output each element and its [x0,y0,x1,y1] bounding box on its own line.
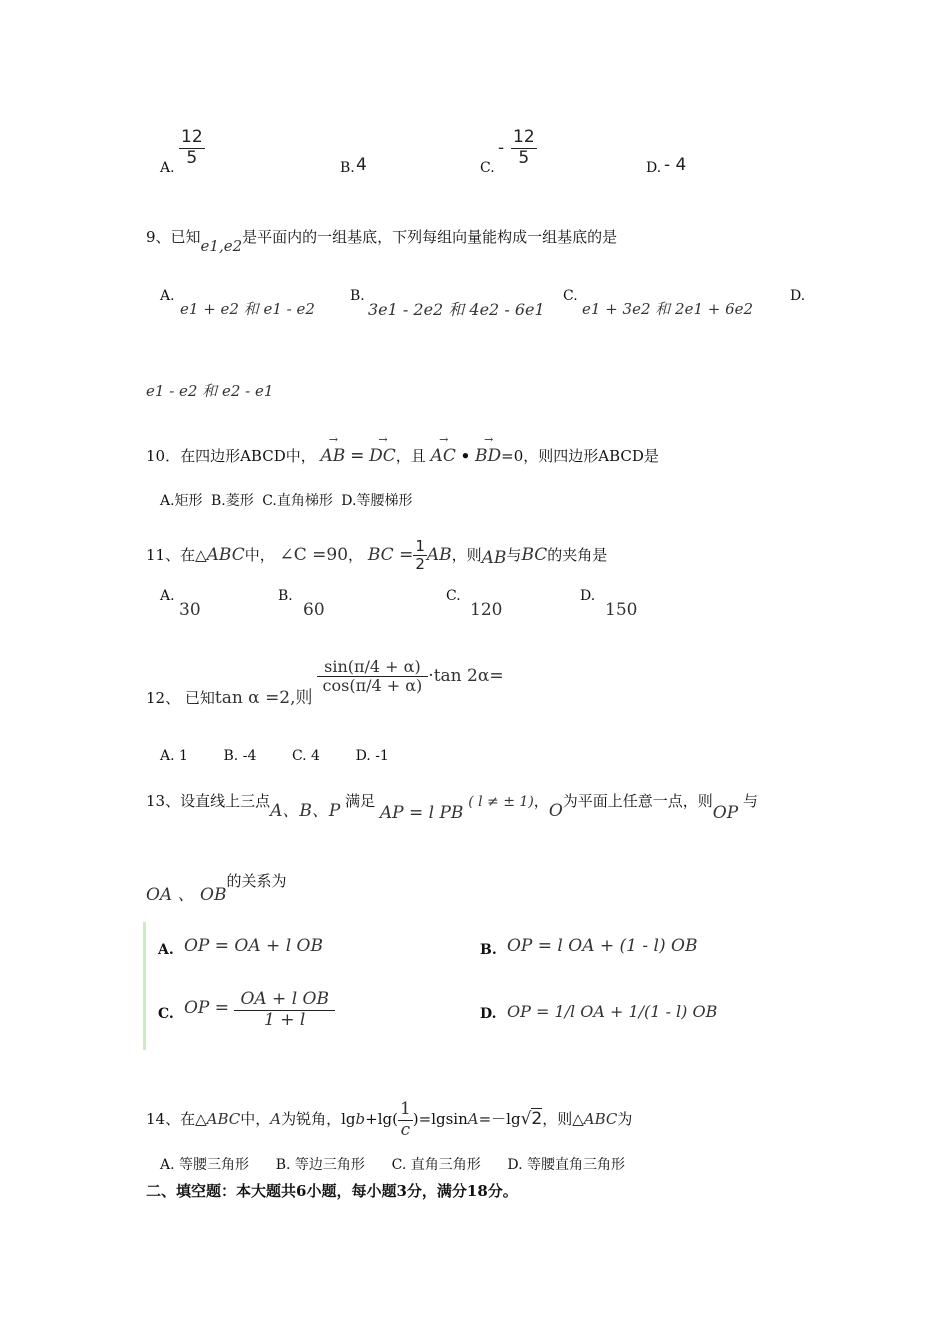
q14-a2: A [467,1110,479,1129]
q10-equals: = [350,446,365,466]
q11-stem [146,538,607,574]
q14-stem [146,1100,632,1140]
q12-tan: tan α =2,则 [214,687,313,708]
q14-b: b [355,1110,366,1129]
q13-stem: 13、设直线上三点A、B、P 满足 AP = l PB ( l ≠ ± 1)，O为平面上任意一点，则OP 与 [146,792,758,823]
q10-stem [146,445,659,466]
q11-ze: ，则 [451,545,482,564]
q14-abc: ABC [206,1110,241,1129]
q8-a-denominator: 5 [186,147,198,168]
q13-line2 [146,866,287,905]
q8-option-d-label: D. [646,160,662,176]
q8-c-denominator: 5 [518,147,530,168]
q9-option-d-expr: e1 - e2 和 e2 - e1 [146,382,274,400]
q14-options: A. 等腰三角形 B. 等边三角形 C. 直角三角形 D. 等腰直角三角形 [160,1157,626,1173]
q13-line2-post: 的关系为 [226,872,287,890]
q11-option-d-label: D. [580,588,596,604]
q11-option-a-value: 30 [179,600,201,620]
q13-line2-vars: OA 、 OB [146,885,227,905]
q9-stem [146,226,618,255]
q9-option-c-label: C. [563,288,578,304]
q8-option-c-label: C. [480,160,495,176]
q11-post: 的夹角是 [547,545,608,564]
q11-half-den: 2 [415,555,425,574]
q11-bc2: BC [521,544,548,565]
q11-option-d-value: 150 [605,600,638,620]
q10-options: A.矩形 B.菱形 C.直角梯形 D.等腰梯形 [160,493,413,509]
q9-stem-post: 是平面内的一组基底，下列每组向量能构成一组基底的是 [242,228,618,246]
q9-stem-vars: e1,e2 [200,237,243,255]
q10-vector-ab: → AB [321,446,346,466]
q11-angle: ∠C =90 [279,544,349,565]
q14-mid5: =－lg [478,1110,521,1129]
q13-option-b-label: B. [480,942,497,958]
q14-post: 为 [617,1110,633,1129]
q8-option-a-fraction [179,128,205,168]
q11-yu: 与 [506,545,522,564]
q14-abc2: ABC [583,1110,618,1129]
q11-option-b-value: 60 [303,600,325,620]
q9-option-d-label: D. [790,288,806,304]
q14-mid2: 为锐角，lg [281,1110,356,1129]
q9-option-a-label: A. [160,288,175,304]
q12-stem [146,657,504,708]
q10-stem-pre: 10．在四边形ABCD中， [146,447,316,465]
q12-denominator: cos(π/4 + α) [322,676,423,696]
q14-mid4: )=lgsin [412,1110,468,1129]
q10-mid: ，且 [395,447,426,465]
q8-c-numerator: 12 [513,127,535,147]
q9-option-c-expr: e1 + 3e2 和 2e1 + 6e2 [582,300,754,318]
q13-o: O [548,801,563,821]
q8-a-numerator: 12 [181,127,203,147]
q14-mid3: +lg( [365,1110,398,1129]
q14-a: A [270,1110,282,1129]
q14-sqrt-value: 2 [531,1109,543,1130]
q8-option-c-fraction [511,128,537,168]
q11-abc: ABC [206,544,245,565]
q9-option-b-expr: 3e1 - 2e2 和 4e2 - 6e1 [368,300,545,319]
q11-stem-pre: 11、在△ [146,545,207,564]
q13-option-a-label: A. [158,942,174,958]
section2-title: 二、填空题：本大题共6小题，每小题3分，满分18分。 [146,1182,518,1200]
q8-option-b-value: 4 [356,155,367,175]
q11-bc: BC = [367,544,414,565]
q10-vector-dc: → DC [369,446,396,466]
q11-option-c-value: 120 [470,600,503,620]
q13-c-numerator: OA + l OB [234,990,335,1011]
q13-op: OP [712,803,739,823]
q13-condition: ( l ≠ ± 1) [468,794,534,810]
q13-option-c-expr: OP = $\frac{\text{OA + l OB}}{1 + l}$ [184,990,335,1030]
q10-vector-bd: → BD [475,446,501,466]
q14-mid6: ，则△ [542,1110,584,1129]
q11-zhong: 中， [244,545,275,564]
q14-stem-pre: 14、在△ [146,1110,207,1129]
q11-ab: AB [426,544,452,565]
q12-post: ·tan 2α= [428,665,504,686]
q8-option-b-label: B. [340,160,355,176]
q10-stem-post: =0，则四边形ABCD是 [501,447,659,465]
q9-option-a-expr: e1 + e2 和 e1 - e2 [180,300,315,318]
q13-yu: 与 [742,792,758,810]
q13-option-a-expr: OP = OA + l OB [184,936,323,956]
q13-option-c-label: C. [158,1006,174,1022]
q10-vector-ac: → AC [431,446,456,466]
q14-frac-den: c [400,1119,411,1140]
q13-ap-relation: AP = l PB [379,803,464,823]
q8-option-c-sign: - [498,138,505,158]
q11-option-b-label: B. [278,588,293,604]
q13-points: A、B、P [270,801,341,821]
q13-manzu: 满足 [345,792,376,810]
q9-option-b-label: B. [350,288,365,304]
q12-options: A. 1 B. -4 C. 4 D. -1 [160,748,389,764]
q10-dot: • [460,447,471,465]
q8-option-a-label: A. [160,160,175,176]
q11-option-a-label: A. [160,588,175,604]
q14-sqrt: √2 [520,1109,543,1130]
q11-option-c-label: C. [446,588,461,604]
q12-numerator: sin(π/4 + α) [317,658,429,677]
q14-frac-num: 1 [399,1099,411,1119]
q11-half-num: 1 [415,537,425,555]
q8-option-d-value: - 4 [664,155,687,175]
q13-mid: 为平面上任意一点，则 [562,792,713,810]
q13-stem-pre: 13、设直线上三点 [146,792,271,810]
q13-c-denominator: 1 + l [264,1009,306,1030]
q9-stem-pre: 9、已知 [146,228,201,246]
q13-options-box-bar [143,922,146,1050]
q12-stem-pre: 12、 已知 [146,688,215,707]
q13-option-d-label: D. [480,1006,497,1022]
q13-option-d-expr: OP = 1/l OA + 1/(1 - l) OB [507,1002,718,1021]
q11-comma: ， [348,545,364,564]
q14-mid1: 中， [240,1110,271,1129]
q13-option-b-expr: OP = l OA + (1 - l) OB [507,936,698,956]
q11-ab2: AB [481,547,507,568]
